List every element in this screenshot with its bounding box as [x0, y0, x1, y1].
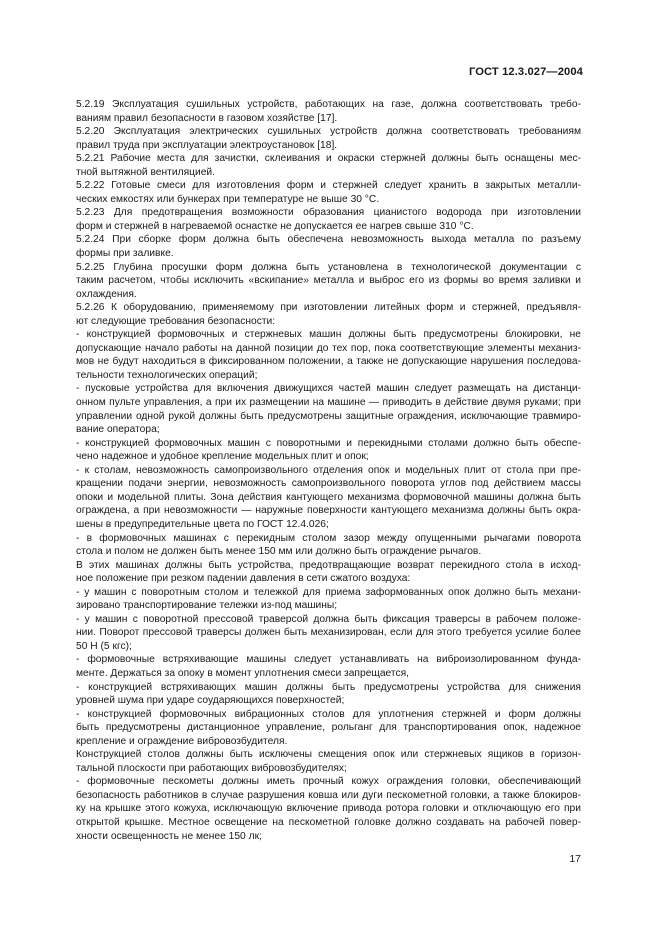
- text-line: - конструкцией формовочных машин с поворотными и перекидными столами должно быть обеспе-: [76, 437, 581, 449]
- text-line: 5.2.26 К оборудованию, применяемому при изготовлении литейных форм и стержней, предъявля-: [76, 302, 581, 314]
- text-line: чено надежное и удобное крепление модельных плит и опок;: [76, 451, 369, 463]
- paragraph: [76, 125, 581, 152]
- text-line: управлении одной рукой должны быть предусмотрены защитные ограждения, исключающие травмиро-: [76, 410, 581, 422]
- paragraph: [76, 98, 581, 125]
- text-line: зировано транспортирование тележки из-под машины;: [76, 600, 338, 612]
- paragraph: [76, 532, 581, 559]
- text-line: форм и стержней в нагреваемой оснастке не допускается ее нагрев свыше 310 °С.: [76, 220, 474, 232]
- text-line: открытой крышке. Местное освещение на пескометной головке должно создавать на рабочей повер-: [76, 816, 581, 828]
- document-code-header: ГОСТ 12.3.027—2004: [468, 66, 583, 78]
- paragraph: [76, 152, 581, 179]
- text-line: 5.2.21 Рабочие места для зачистки, склеивания и окраски стержней должны быть оснащены мес-: [76, 153, 581, 165]
- text-line: формы при заливке.: [76, 248, 174, 260]
- paragraph: [76, 328, 581, 382]
- text-line: стола и полом не должен быть менее 150 мм или должно быть ограждение рычагов.: [76, 546, 482, 558]
- text-line: - пусковые устройства для включения движущихся частей машин следует размещать на дистанци-: [76, 383, 581, 395]
- paragraph: [76, 586, 581, 613]
- text-line: тной вытяжной вентиляцией.: [76, 166, 215, 178]
- paragraph: [76, 206, 581, 233]
- text-line: - у машин с поворотной прессовой траверсой должна быть фиксация траверсы в рабочем положе-: [76, 613, 581, 625]
- paragraph: [76, 775, 581, 843]
- paragraph: [76, 708, 581, 749]
- paragraph: [76, 233, 581, 260]
- text-line: 5.2.25 Глубина просушки форм должна быть установлена в технологической документации с: [76, 261, 581, 273]
- text-line: 5.2.19 Эксплуатация сушильных устройств, работающих на газе, должна соответствовать требо-: [76, 99, 581, 110]
- text-line: В этих машинах должны быть устройства, предотвращающие возврат перекидного стола в исход-: [76, 559, 581, 571]
- text-line: Конструкцией столов должны быть исключены смещения опок или стержневых ящиков в горизон-: [76, 749, 581, 761]
- paragraph: [76, 681, 581, 708]
- paragraph: [76, 613, 581, 654]
- text-line: 5.2.24 При сборке форм должна быть обеспечена невозможность выхода металла по разъему: [76, 234, 581, 246]
- text-line: ческих емкостях или бункерах при температуре не выше 30 °С.: [76, 193, 380, 205]
- text-line: 5.2.23 Для предотвращения возможности образования цианистого водорода при изготовлении: [76, 207, 581, 219]
- text-line: - конструкцией формовочных вибрационных столов для уплотнения стержней и форм должны: [76, 708, 581, 720]
- text-line: - в формовочных машинах с перекидным столом зазор между опущенными рычагами поворота: [76, 532, 581, 544]
- paragraph: [76, 559, 581, 586]
- text-line: быть предусмотрены дистанционное управление, рольганг для транспортирования опок, надежное: [76, 722, 581, 734]
- text-line: - конструкцией встряхивающих машин должны быть предусмотрены устройства для снижения: [76, 681, 581, 693]
- text-line: ограждена, а при невозможности — наружные поверхности кантующего механизма должны быть окра-: [76, 505, 581, 517]
- text-line: правил труда при эксплуатации электроустановок [18].: [76, 139, 338, 151]
- text-line: онном пульте управления, а при их размещении на машине — приводить в действие двумя руками; при: [76, 397, 581, 409]
- text-line: - формовочные пескометы должны иметь прочный кожух ограждения головки, обеспечивающий: [76, 776, 581, 788]
- text-line: крепление и ограждение вибровозбудителя.: [76, 735, 288, 747]
- document-body: [76, 98, 581, 843]
- text-line: - формовочные встряхивающие машины следует устанавливать на виброизолированном фунда-: [76, 654, 581, 666]
- paragraph: [76, 301, 581, 328]
- text-line: нии. Поворот прессовой траверсы должен быть механизирован, если для этого требуется усилие более: [76, 627, 581, 639]
- text-line: тальной плоскости при работающих вибровозбудителях;: [76, 762, 347, 774]
- paragraph: [76, 382, 581, 436]
- text-line: опоки и модельной плиты. Зона действия кантующего механизма формовочной машины должна быть: [76, 491, 581, 503]
- paragraph: [76, 464, 581, 532]
- text-line: уровней шума при ударе соударяющихся поверхностей;: [76, 695, 345, 707]
- text-line: 5.2.22 Готовые смеси для изготовления форм и стержней следует хранить в закрытых металли-: [76, 180, 581, 192]
- text-line: хности освещенность не менее 150 лк;: [76, 830, 262, 842]
- text-line: мов не будут находиться в фиксированном положении, а также не допускающие нарушения последова-: [76, 356, 581, 368]
- text-line: кращении подачи энергии, невозможность самопроизвольного поворота углов под действием массы: [76, 478, 581, 490]
- text-line: таким расчетом, чтобы исключить «вскипание» металла и выброс его из формы во время заливки и: [76, 275, 581, 287]
- text-line: охлаждения.: [76, 288, 137, 300]
- text-line: 50 Н (5 кгс);: [76, 640, 132, 652]
- text-line: ваниям правил безопасности в газовом хозяйстве [17].: [76, 112, 338, 124]
- text-line: вание оператора;: [76, 424, 160, 436]
- paragraph: [76, 179, 581, 206]
- text-line: - к столам, невозможность самопроизвольного отделения опок и модельных плит от стола при пре-: [76, 464, 581, 476]
- text-line: - у машин с поворотным столом и тележкой для приема заформованных опок должно быть механи-: [76, 586, 581, 598]
- text-line: ку на крышке этого кожуха, исключающую включение привода ротора головки и отключающую его при: [76, 803, 581, 815]
- text-line: - конструкцией формовочных и стержневых машин должны быть предусмотрены блокировки, не: [76, 329, 581, 341]
- paragraph: [76, 437, 581, 464]
- text-line: ное положение при резком падении давления в сети сжатого воздуха:: [76, 573, 411, 585]
- text-line: ют следующие требования безопасности:: [76, 315, 276, 327]
- page-number: 17: [569, 853, 581, 865]
- text-line: шены в предупредительные цвета по ГОСТ 12.4.026;: [76, 518, 329, 530]
- text-line: допускающие начало работы на данной позиции до тех пор, пока соответствующие элементы механиз-: [76, 342, 581, 354]
- paragraph: [76, 261, 581, 302]
- text-line: 5.2.20 Эксплуатация электрических сушильных устройств должна соответствовать требованиям: [76, 126, 581, 138]
- text-line: безопасность работников в случае разрушения ковша или дуги пескометной головки, а также блокиров-: [76, 789, 581, 801]
- text-line: тельности технологических операций;: [76, 369, 258, 381]
- paragraph: [76, 653, 581, 680]
- text-line: менте. Держаться за опоку в момент уплотнения смеси запрещается,: [76, 667, 409, 679]
- paragraph: [76, 748, 581, 775]
